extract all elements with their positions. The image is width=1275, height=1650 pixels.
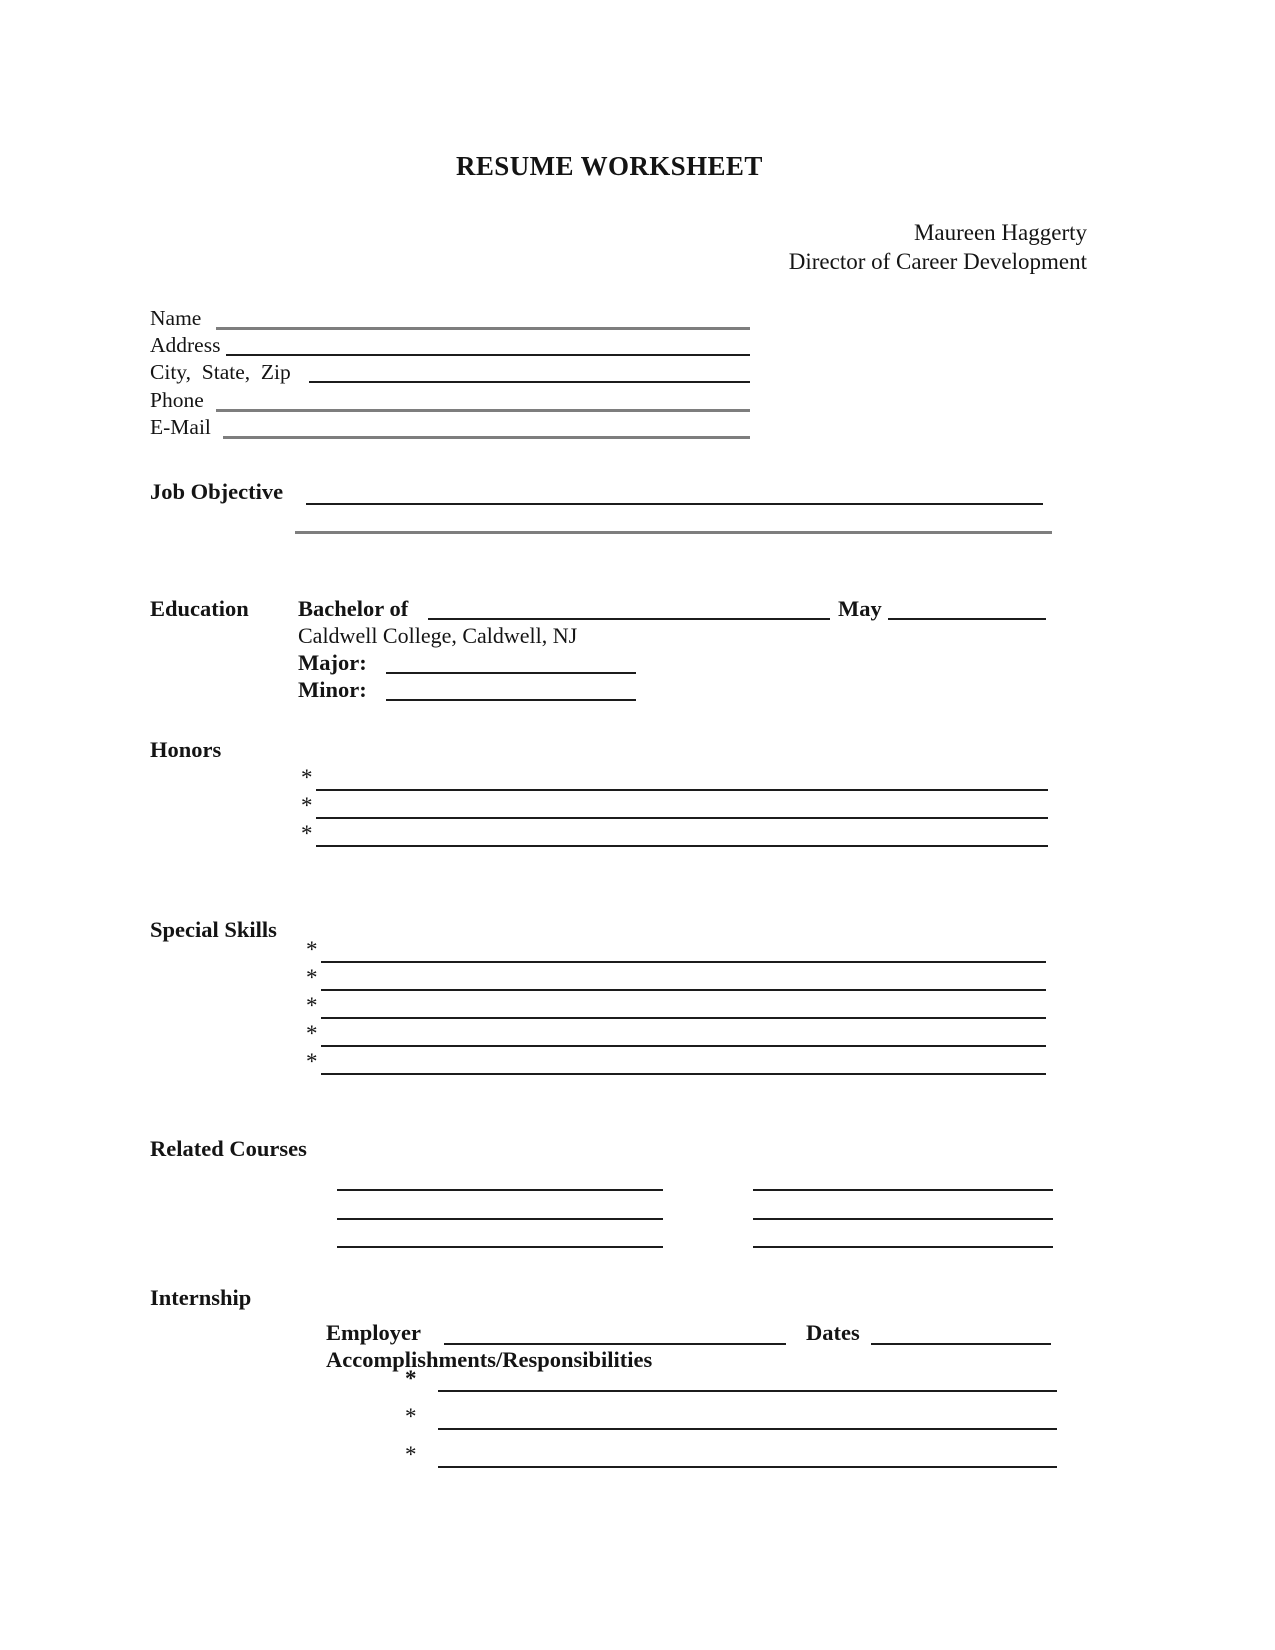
job-objective-line-2 <box>295 531 1052 534</box>
email-line <box>223 436 750 439</box>
major-line <box>386 672 636 674</box>
minor-label: Minor: <box>298 677 367 702</box>
job-objective-line-1 <box>306 503 1043 505</box>
special-skills-bullet: * <box>306 937 318 962</box>
education-section-label: Education <box>150 596 249 621</box>
phone-line <box>216 409 750 412</box>
city-state-zip-line <box>309 381 750 383</box>
related-course-line <box>753 1218 1053 1220</box>
special-skills-line <box>321 961 1046 963</box>
honors-line <box>316 789 1048 791</box>
honors-bullet: * <box>301 765 313 790</box>
honors-section-label: Honors <box>150 737 222 762</box>
related-course-line <box>337 1218 663 1220</box>
honors-line <box>316 817 1048 819</box>
honors-line <box>316 845 1048 847</box>
related-course-line <box>753 1246 1053 1248</box>
major-label: Major: <box>298 650 367 675</box>
special-skills-line <box>321 989 1046 991</box>
author-name: Maureen Haggerty <box>913 220 1087 245</box>
special-skills-bullet: * <box>306 965 318 990</box>
employer-line <box>444 1343 786 1345</box>
school-name: Caldwell College, Caldwell, NJ <box>298 623 578 648</box>
internship-bullet: * <box>405 1442 417 1467</box>
degree-label: Bachelor of <box>298 596 409 621</box>
special-skills-bullet: * <box>306 1021 318 1046</box>
accomplishment-line <box>438 1390 1057 1392</box>
internship-bullet: * <box>405 1366 417 1391</box>
related-course-line <box>753 1189 1053 1191</box>
internship-section-label: Internship <box>150 1285 252 1310</box>
special-skills-bullet: * <box>306 993 318 1018</box>
address-label: Address <box>150 333 221 357</box>
minor-line <box>386 699 636 701</box>
accomplishment-line <box>438 1428 1057 1430</box>
special-skills-line <box>321 1073 1046 1075</box>
city-state-zip-label: City, State, Zip <box>150 360 291 384</box>
special-skills-bullet: * <box>306 1049 318 1074</box>
honors-bullet: * <box>301 793 313 818</box>
honors-bullet: * <box>301 821 313 846</box>
accomplishments-label: Accomplishments/Responsibilities <box>326 1347 653 1372</box>
byline <box>600 219 1087 276</box>
accomplishment-line <box>438 1466 1057 1468</box>
name-label: Name <box>150 306 202 330</box>
job-objective-label: Job Objective <box>150 479 284 504</box>
internship-bullet: * <box>405 1404 417 1429</box>
dates-line <box>871 1343 1051 1345</box>
author-title: Director of Career Development <box>788 248 1087 274</box>
grad-year-line <box>888 618 1046 620</box>
phone-label: Phone <box>150 388 204 412</box>
email-label: E-Mail <box>150 415 211 439</box>
grad-month-label: May <box>838 596 882 621</box>
dates-label: Dates <box>806 1320 860 1345</box>
special-skills-section-label: Special Skills <box>150 917 277 942</box>
related-courses-section-label: Related Courses <box>150 1136 307 1161</box>
related-course-line <box>337 1189 663 1191</box>
special-skills-line <box>321 1017 1046 1019</box>
name-line <box>216 327 750 330</box>
address-line <box>226 354 750 356</box>
employer-label: Employer <box>326 1320 421 1345</box>
special-skills-line <box>321 1045 1046 1047</box>
degree-line <box>428 618 830 620</box>
related-course-line <box>337 1246 663 1248</box>
page-title: RESUME WORKSHEET <box>456 151 763 181</box>
